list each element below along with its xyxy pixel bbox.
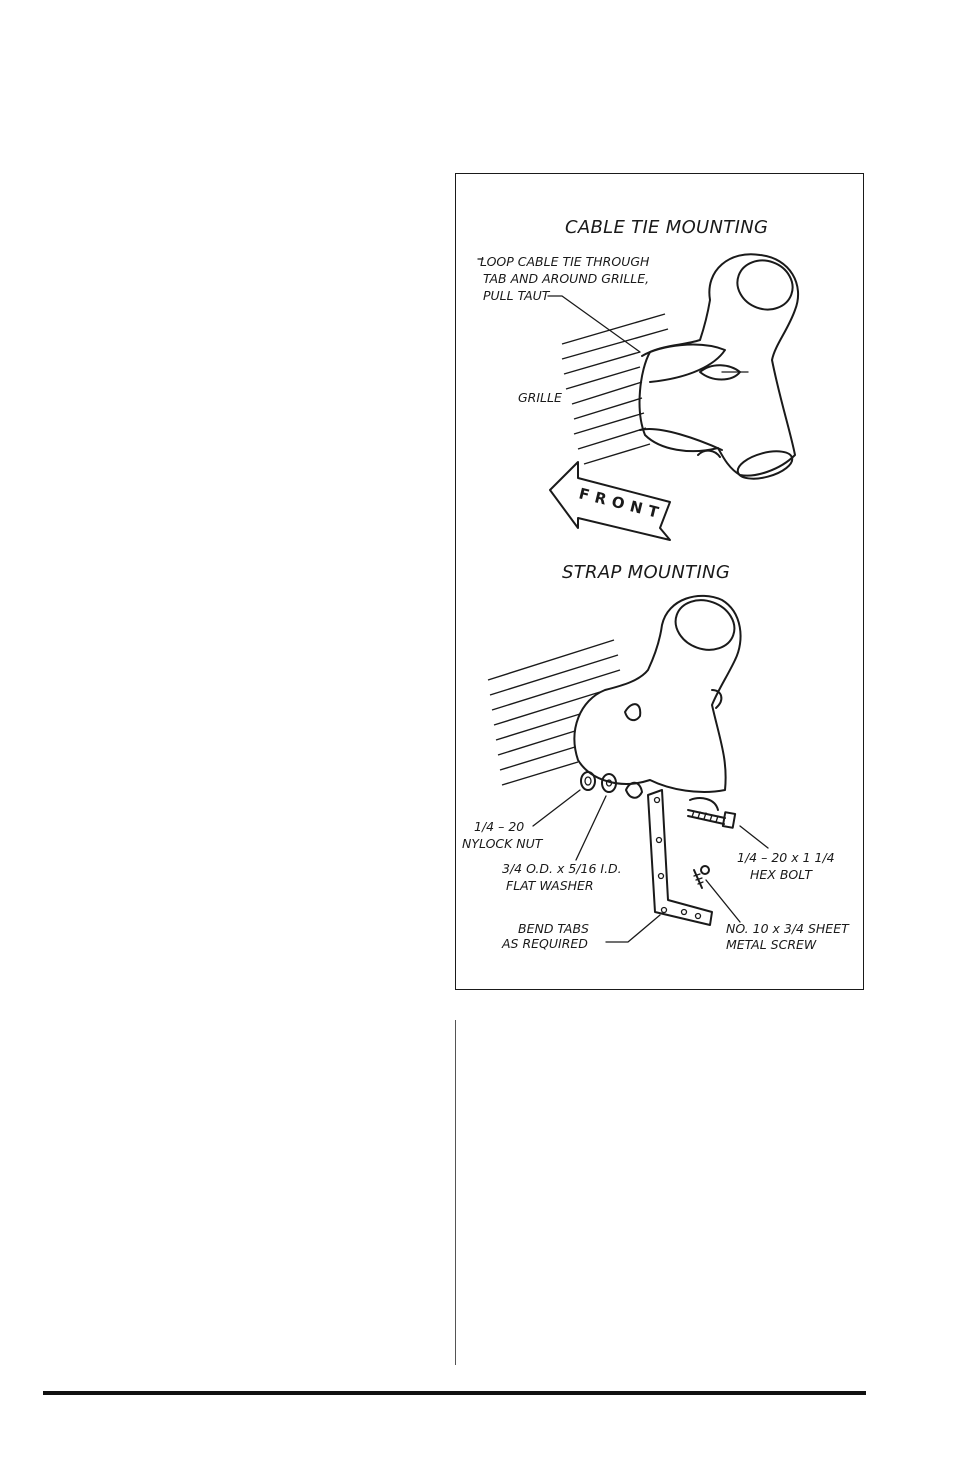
sheet-metal-screw [694,866,709,888]
bolt-label-line1: 1/4 – 20 x 1 1/4 [737,850,835,865]
bend-tabs-label [501,915,660,951]
screw-label-line2: METAL SCREW [726,937,817,952]
grille-label: GRILLE [518,390,562,405]
cable-tie-note-line2: TAB AND AROUND GRILLE, [483,271,650,286]
front-arrow-label: FRONT [577,484,667,524]
screw-label-line1: NO. 10 x 3/4 SHEET [726,921,849,936]
muffler-strap [574,592,741,810]
front-arrow [550,462,670,540]
cable-tie-note [478,254,650,352]
nut-label [462,790,580,851]
bend-label-line1: BEND TABS [518,921,589,936]
washer-label-line2: FLAT WASHER [506,878,594,893]
strap-title: STRAP MOUNTING [562,562,731,583]
mounting-strap [648,790,712,925]
washer-label-line1: 3/4 O.D. x 5/16 I.D. [502,861,622,876]
nylock-nut [581,772,595,790]
nut-label-line1: 1/4 – 20 [474,819,525,834]
hex-bolt [688,810,735,828]
bend-label-line2: AS REQUIRED [502,936,588,951]
cable-tie-note-line3: PULL TAUT [483,288,550,303]
bolt-label-line2: HEX BOLT [750,867,812,882]
nut-label-line2: NYLOCK NUT [462,836,543,851]
grille-lines-bottom [488,640,620,785]
bolt-label [737,826,835,882]
screw-label [706,880,850,952]
muffler-cable-tie [640,253,800,484]
cable-tie-title: CABLE TIE MOUNTING [565,217,769,238]
cable-tie-note-line1: LOOP CABLE TIE THROUGH [480,254,650,269]
